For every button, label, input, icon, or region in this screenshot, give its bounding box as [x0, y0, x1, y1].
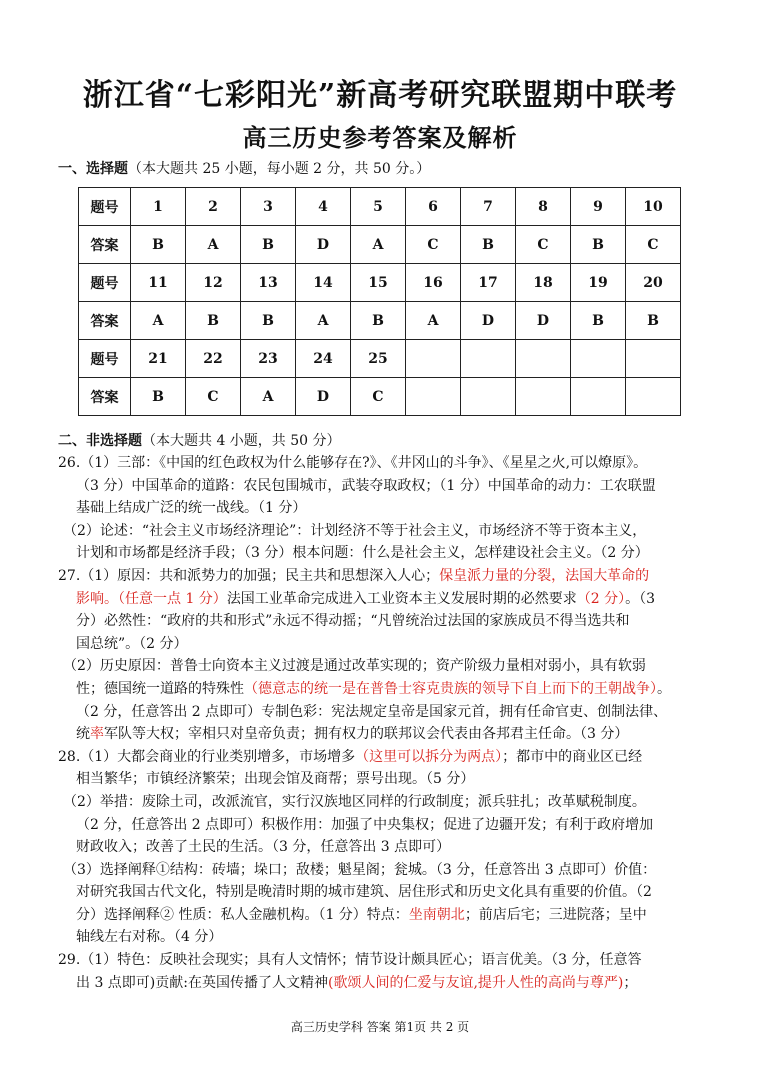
question-number-cell — [461, 340, 516, 378]
answer-line — [58, 520, 708, 543]
question-number-cell: 22 — [186, 340, 241, 378]
answer-line — [58, 678, 708, 701]
answer-text: （2）论述：“社会主义市场经济理论”：计划经济不等于社会主义，市场经济不等于资本主义， — [63, 522, 647, 539]
answer-cell: C — [406, 226, 461, 264]
answer-line — [58, 610, 708, 633]
question-number-cell: 24 — [296, 340, 351, 378]
answer-text: 。（3 — [625, 590, 656, 607]
answer-line — [58, 904, 708, 927]
answer-line — [58, 926, 708, 949]
answer-text: 26.（1）三部：《中国的红色政权为什么能够存在?》、《井冈山的斗争》、《星星之火,可以燎原》。 — [58, 455, 648, 471]
document-subtitle: 高三历史参考答案及解析 — [242, 123, 518, 152]
highlighted-text: 率 — [90, 726, 104, 743]
answer-line — [58, 881, 708, 904]
question-number-cell: 4 — [296, 188, 351, 226]
question-number-row — [79, 188, 681, 226]
question-number-row — [79, 340, 681, 378]
answer-cell: B — [461, 226, 516, 264]
question-number-cell: 10 — [626, 188, 681, 226]
answer-line — [58, 701, 708, 724]
answer-cell: B — [186, 302, 241, 340]
question-number-cell: 7 — [461, 188, 516, 226]
answer-line — [58, 723, 708, 746]
row-header-cell: 答案 — [79, 302, 131, 340]
question-number-cell: 19 — [571, 264, 626, 302]
question-number-cell: 1 — [131, 188, 186, 226]
answer-cell: B — [131, 226, 186, 264]
question-number-cell: 18 — [516, 264, 571, 302]
answer-text: 29.（1）特色：反映社会现实；具有人文情怀；情节设计颇具匠心；语言优美。（3 分，任意答 — [58, 952, 642, 969]
section-choice-note: （本大题共 25 小题，每小题 2 分，共 50 分。） — [128, 161, 431, 177]
question-number-cell — [406, 340, 461, 378]
answer-cell: D — [296, 378, 351, 416]
row-header-cell: 答案 — [79, 378, 131, 416]
question-number-cell — [626, 340, 681, 378]
question-number-cell — [571, 340, 626, 378]
answer-line — [58, 542, 708, 565]
highlighted-text: （德意志的统一是在普鲁士容克贵族的领导下自上而下的王朝战争） — [244, 680, 657, 697]
section-open-heading — [58, 430, 341, 450]
answer-cell: B — [571, 302, 626, 340]
answer-text: 27.（1）原因：共和派势力的加强；民主共和思想深入人心； — [58, 567, 440, 584]
answer-line — [58, 746, 708, 769]
answer-text: 分）必然性：“政府的共和形式”永远不得动摇；“凡曾统治过法国的家族成员不得当选共和 — [76, 613, 630, 630]
answer-cell: C — [186, 378, 241, 416]
answer-cell: C — [351, 378, 406, 416]
question-number-cell: 21 — [131, 340, 186, 378]
answer-cell: B — [571, 226, 626, 264]
answer-text: （3）选择阐释①结构：砖墙；垛口；敌楼；魁星阁；瓮城。（3 分，任意答出 3 点即可）价值： — [63, 861, 657, 878]
row-header-cell: 答案 — [79, 226, 131, 264]
question-number-cell: 6 — [406, 188, 461, 226]
answer-cell: B — [351, 302, 406, 340]
answer-text: 基础上结成广泛的统一战线。（1 分） — [76, 500, 307, 517]
question-number-cell: 8 — [516, 188, 571, 226]
answer-cell: D — [516, 302, 571, 340]
highlighted-text: (歌颂人间的仁爱与友谊,提升人性的高尚与尊严) — [328, 974, 624, 991]
answer-text: 相当繁华；市镇经济繁荣；出现会馆及商帮；票号出现。（5 分） — [76, 771, 475, 788]
row-header-cell: 题号 — [79, 188, 131, 226]
highlighted-text: 影响。（任意一点 1 分） — [76, 590, 227, 607]
answer-text: 对研究我国古代文化，特别是晚清时期的城市建筑、居住形式和历史文化具有重要的价值。（2 — [76, 884, 652, 901]
answer-cell: D — [461, 302, 516, 340]
highlighted-text: （这里可以拆分为两点） — [355, 748, 503, 765]
answer-cell: A — [186, 226, 241, 264]
question-number-cell: 9 — [571, 188, 626, 226]
answer-text: （2）举措：废除土司，改派流官，实行汉族地区同样的行政制度；派兵驻扎；改革赋税制度。 — [63, 793, 646, 810]
answer-cell — [571, 378, 626, 416]
answer-line — [58, 859, 708, 882]
answer-line — [58, 633, 708, 656]
answer-row — [79, 378, 681, 416]
answer-cell — [406, 378, 461, 416]
answer-cell: D — [296, 226, 351, 264]
answer-line — [58, 949, 708, 972]
section-open-note: （本大题共 4 小题，共 50 分） — [142, 433, 341, 449]
question-number-cell: 23 — [241, 340, 296, 378]
answer-line — [58, 565, 708, 588]
answer-text: 。 — [657, 680, 671, 697]
answer-cell: A — [296, 302, 351, 340]
section-choice-heading — [58, 158, 430, 178]
answer-line — [58, 768, 708, 791]
answer-text: 计划和市场都是经济手段；（3 分）根本问题：什么是社会主义，怎样建设社会主义。（2 分） — [76, 545, 649, 562]
answer-line — [58, 497, 708, 520]
question-number-cell — [516, 340, 571, 378]
answer-text: 分）选择阐释② 性质：私人金融机构。（1 分）特点： — [76, 906, 409, 923]
answer-line — [58, 791, 708, 814]
page-footer: 高三历史学科 答案 第1页 共 2 页 — [290, 1020, 470, 1034]
answer-text: 统 — [76, 726, 90, 743]
answer-cell: A — [131, 302, 186, 340]
answer-text: （2 分，任意答出 2 点即可）积极作用：加强了中央集权；促进了边疆开发；有利于政府增加 — [76, 816, 654, 833]
section-choice-title: 一、选择题 — [58, 161, 128, 177]
question-number-cell: 2 — [186, 188, 241, 226]
section-open-title: 二、非选择题 — [58, 433, 142, 449]
answer-row — [79, 302, 681, 340]
answer-table — [78, 187, 681, 416]
question-number-cell: 3 — [241, 188, 296, 226]
answer-text: （2）历史原因：普鲁士向资本主义过渡是通过改革实现的；资产阶级力量相对弱小，具有软弱 — [63, 658, 646, 675]
answer-cell: B — [241, 302, 296, 340]
question-number-cell: 13 — [241, 264, 296, 302]
answer-cell — [461, 378, 516, 416]
open-question-answers — [58, 452, 708, 994]
answer-text: ； — [623, 974, 638, 991]
answer-cell — [626, 378, 681, 416]
answer-text: ；前店后宅；三进院落；呈中 — [464, 906, 647, 923]
answer-cell: A — [241, 378, 296, 416]
answer-text: 军队等大权；宰相只对皇帝负责；拥有权力的联邦议会代表由各邦君主任命。（3 分） — [104, 726, 629, 743]
answer-text: 出 3 点即可)贡献:在英国传播了人文精神 — [76, 974, 328, 991]
answer-line — [58, 655, 708, 678]
answer-row — [79, 226, 681, 264]
answer-cell: A — [351, 226, 406, 264]
question-number-cell: 5 — [351, 188, 406, 226]
answer-text: 国总统”。（2 分） — [76, 635, 188, 652]
answer-line — [58, 475, 708, 498]
answer-cell: B — [626, 302, 681, 340]
answer-text: ；都市中的商业区已经 — [502, 748, 643, 765]
question-number-cell: 11 — [131, 264, 186, 302]
question-number-cell: 16 — [406, 264, 461, 302]
question-number-row — [79, 264, 681, 302]
question-number-cell: 14 — [296, 264, 351, 302]
answer-cell: B — [241, 226, 296, 264]
answer-line — [58, 588, 708, 611]
question-number-cell: 25 — [351, 340, 406, 378]
answer-line — [58, 836, 708, 859]
answer-text: 性；德国统一道路的特殊性 — [76, 680, 244, 697]
question-number-cell: 17 — [461, 264, 516, 302]
answer-cell: C — [516, 226, 571, 264]
answer-cell: A — [406, 302, 461, 340]
answer-text: 法国工业革命完成进入工业资本主义发展时期的必然要求 — [226, 590, 577, 607]
highlighted-text: 坐南朝北 — [408, 906, 465, 923]
question-number-cell: 12 — [186, 264, 241, 302]
answer-line — [58, 814, 708, 837]
answer-text: （2 分，任意答出 2 点即可）专制色彩：宪法规定皇帝是国家元首，拥有任命官吏、创制法律、 — [76, 703, 668, 720]
highlighted-text: 保皇派力量的分裂，法国大革命的 — [439, 567, 650, 584]
row-header-cell: 题号 — [79, 264, 131, 302]
question-number-cell: 20 — [626, 264, 681, 302]
answer-text: 财政收入；改善了土民的生活。（3 分，任意答出 3 点即可） — [76, 839, 451, 856]
row-header-cell: 题号 — [79, 340, 131, 378]
document-title: 浙江省“七彩阳光”新高考研究联盟期中联考 — [82, 78, 678, 113]
highlighted-text: （2 分） — [576, 590, 626, 607]
answer-text: 轴线左右对称。（4 分） — [76, 929, 223, 946]
answer-line — [58, 972, 708, 995]
answer-text: 28.（1）大都会商业的行业类别增多，市场增多 — [58, 748, 356, 765]
answer-line — [58, 452, 708, 475]
answer-cell — [516, 378, 571, 416]
question-number-cell: 15 — [351, 264, 406, 302]
answer-cell: B — [131, 378, 186, 416]
answer-cell: C — [626, 226, 681, 264]
answer-text: （3 分）中国革命的道路：农民包围城市，武装夺取政权；（1 分）中国革命的动力：工农联盟 — [76, 477, 656, 494]
